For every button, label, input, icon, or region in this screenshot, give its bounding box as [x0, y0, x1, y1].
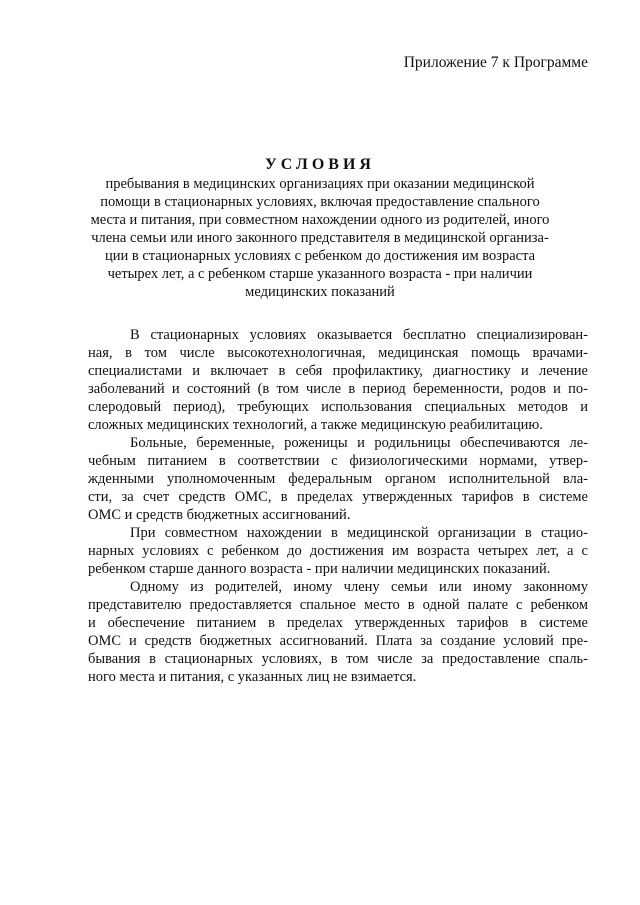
subtitle-line: медицинских показаний: [245, 284, 395, 300]
subtitle-line: пребывания в медицинских организациях при оказании медицинской: [105, 176, 535, 192]
paragraph-line: жденными уполномоченным федеральным органом исполнительной вла-: [88, 471, 588, 487]
paragraph-line: специалистами и включает в себя профилактику, диагностику и лечение: [88, 363, 588, 379]
paragraph-line: Одному из родителей, иному члену семьи или иному законному: [130, 579, 588, 595]
paragraph-line: бывания в стационарных условиях, в том числе за предоставление спаль-: [88, 651, 588, 667]
paragraph-line: ного места и питания, с указанных лиц не взимается.: [88, 669, 417, 685]
paragraph-parent-accommodation: [88, 578, 588, 686]
paragraph-line: чебным питанием в соответствии с физиологическими нормами, утвер-: [88, 453, 588, 469]
appendix-label: Приложение 7 к Программе: [403, 54, 588, 71]
subtitle-line: помощи в стационарных условиях, включая предоставление спального: [100, 194, 540, 210]
paragraph-line: сложных медицинских технологий, а также медицинскую реабилитацию.: [88, 417, 543, 433]
paragraph-line: и обеспечение питанием в пределах утвержденных тарифов в системе: [88, 615, 588, 631]
document-title: УСЛОВИЯ: [265, 156, 375, 173]
subtitle-line: члена семьи или иного законного представителя в медицинской организа-: [91, 230, 549, 246]
paragraph-line: ребенком старше данного возраста - при наличии медицинских показаний.: [88, 561, 551, 577]
paragraph-line: заболеваний и состояний (в том числе в период беременности, родов и по-: [88, 381, 588, 397]
paragraph-line: представителю предоставляется спальное место в одной палате с ребенком: [88, 597, 588, 613]
paragraph-line: нарных условиях с ребенком до достижения им возраста четырех лет, а с: [88, 543, 588, 559]
paragraph-nutrition: [88, 434, 588, 524]
subtitle-line: места и питания, при совместном нахождении одного из родителей, иного: [90, 212, 550, 228]
subtitle-line: четырех лет, а с ребенком старше указанного возраста - при наличии: [107, 266, 533, 282]
paragraph-line: Больные, беременные, роженицы и родильницы обеспечиваются ле-: [130, 435, 588, 451]
paragraph-line: ОМС и средств бюджетных ассигнований.: [88, 507, 351, 523]
paragraph-line: ОМС и средств бюджетных ассигнований. Плата за создание условий пре-: [88, 633, 588, 649]
paragraph-line: При совместном нахождении в медицинской организации в стацио-: [130, 525, 588, 541]
document-subtitle: [0, 175, 640, 301]
paragraph-inpatient-care: [88, 326, 588, 434]
paragraph-joint-stay: [88, 524, 588, 578]
subtitle-line: ции в стационарных условиях с ребенком до достижения им возраста: [104, 248, 536, 264]
paragraph-line: ная, в том числе высокотехнологичная, медицинская помощь врачами-: [88, 345, 588, 361]
paragraph-line: сти, за счет средств ОМС, в пределах утвержденных тарифов в системе: [88, 489, 588, 505]
document-body: [88, 326, 588, 686]
paragraph-line: В стационарных условиях оказывается бесплатно специализирован-: [130, 327, 588, 343]
paragraph-line: слеродовый период), требующих использования специальных методов и: [88, 399, 588, 415]
